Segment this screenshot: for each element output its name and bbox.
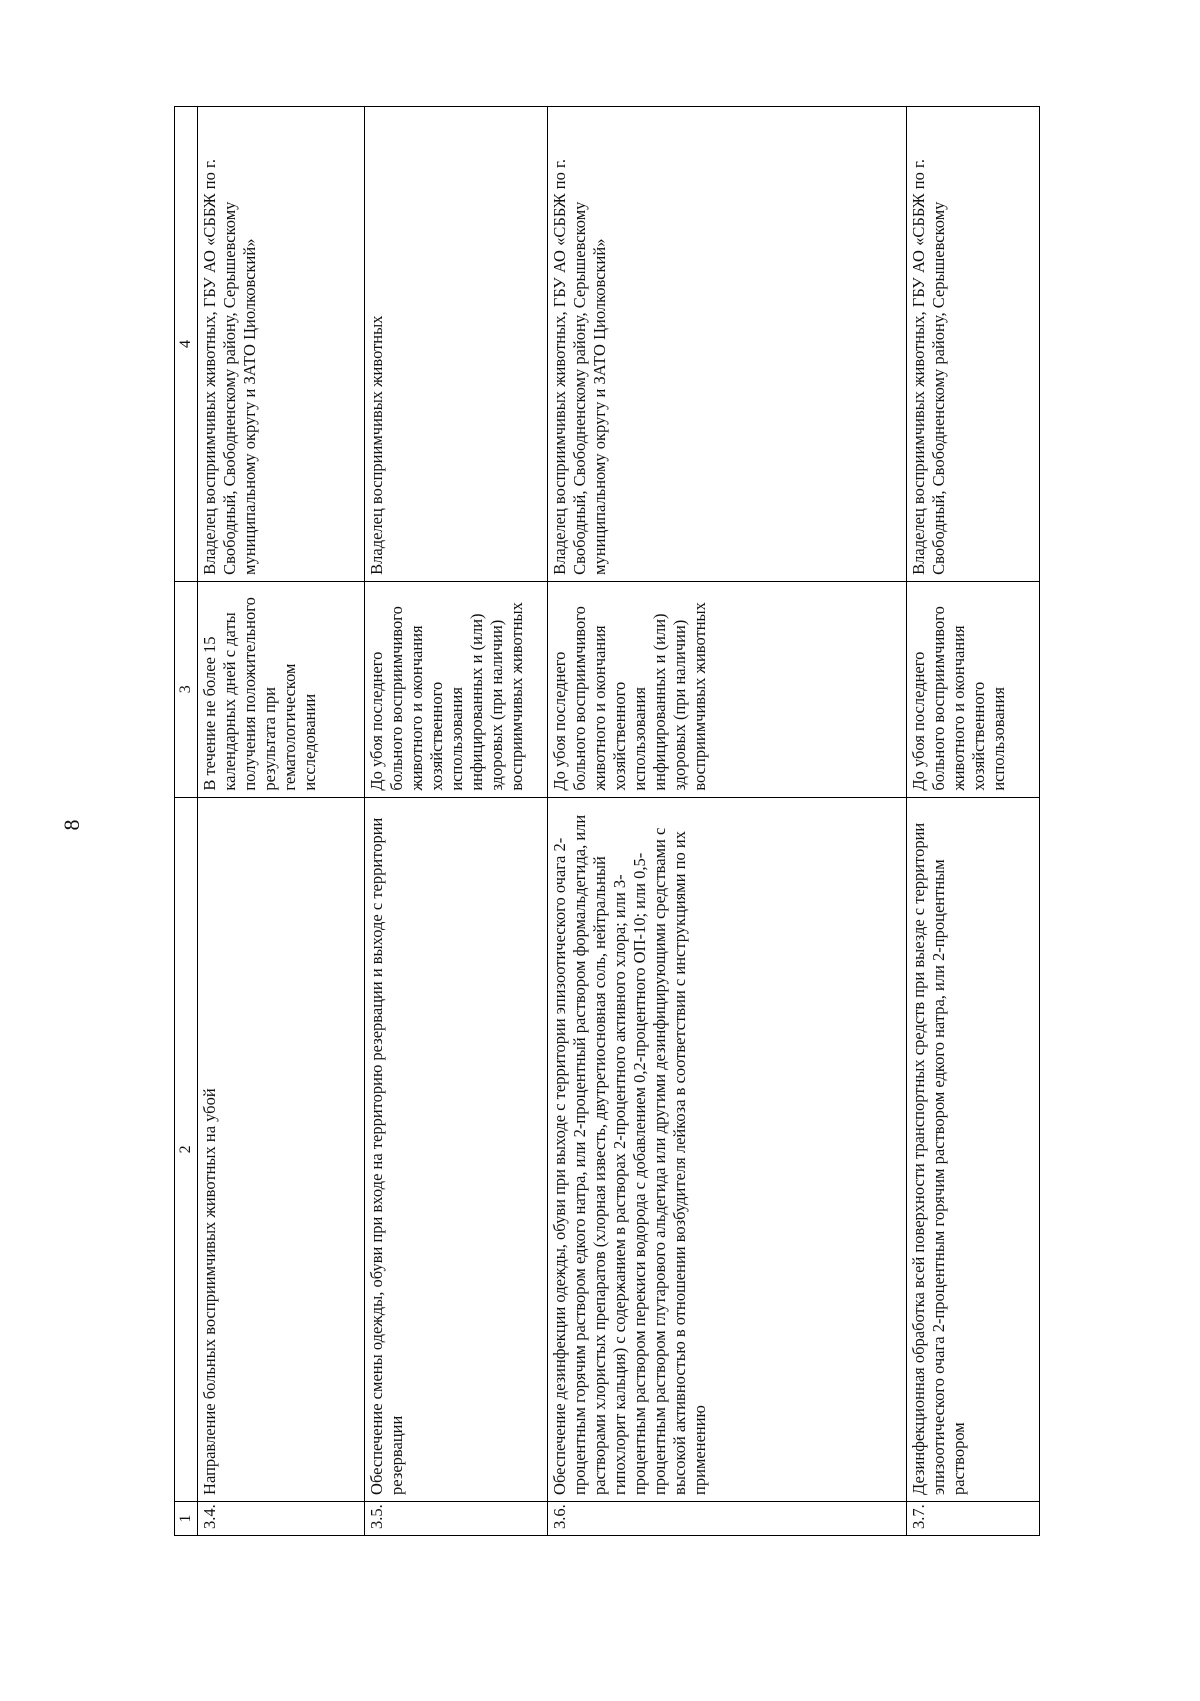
row-number-cell: 3.4. bbox=[197, 1501, 364, 1535]
table-row bbox=[547, 107, 906, 1536]
responsible-cell: Владелец восприимчивых животных, ГБУ АО «СББЖ по г. Свободный, Свободненскому району, Серышевскому муниципальному округу и ЗАТО Циолковский» bbox=[197, 107, 364, 582]
row-number-cell: 3.7. bbox=[906, 1501, 1039, 1535]
column-header-2: 2 bbox=[175, 797, 198, 1501]
responsible-cell: Владелец восприимчивых животных, ГБУ АО «СББЖ по г. Свободный, Свободненскому району, Серышевскому bbox=[906, 107, 1039, 582]
responsible-cell: Владелец восприимчивых животных, ГБУ АО «СББЖ по г. Свободный, Свободненскому району, Серышевскому муниципальному округу и ЗАТО Циолковский» bbox=[547, 107, 906, 582]
column-header-3: 3 bbox=[175, 581, 198, 797]
deadline-cell: До убоя последнего больного восприимчивого животного и окончания хозяйственного использования инфицированных и (или) здоровых (при наличии) восприимчивых животных bbox=[364, 581, 547, 797]
deadline-cell: В течение не более 15 календарных дней с даты получения положительного результата при гематологическом исследовании bbox=[197, 581, 364, 797]
action-cell: Дезинфекционная обработка всей поверхности транспортных средств при выезде с территории эпизоотического очага 2-процентным горячим раствором едкого натра, или 2-процентным раствором bbox=[906, 797, 1039, 1501]
rotated-page-content bbox=[174, 106, 1056, 1536]
deadline-cell: До убоя последнего больного восприимчивого животного и окончания хозяйственного использования инфицированных и (или) здоровых (при наличии) восприимчивых животных bbox=[547, 581, 906, 797]
action-cell: Обеспечение смены одежды, обуви при входе на территорию резервации и выходе с территории резервации bbox=[364, 797, 547, 1501]
row-number-cell: 3.5. bbox=[364, 1501, 547, 1535]
column-header-4: 4 bbox=[175, 107, 198, 582]
table-header-row bbox=[175, 107, 198, 1536]
table-row bbox=[197, 107, 364, 1536]
table-row bbox=[364, 107, 547, 1536]
measures-table bbox=[174, 106, 1040, 1536]
table-row bbox=[906, 107, 1039, 1536]
action-cell: Направление больных восприимчивых животных на убой bbox=[197, 797, 364, 1501]
action-cell: Обеспечение дезинфекции одежды, обуви при выходе с территории эпизоотического очага 2-процентным горячим раствором едкого натра, или 2-процентный раствором формальдегида, или растворами хлористых препаратов (хлорная известь, двутретиосновная соль, нейтральный гипохлорит кальция) с содержанием в растворах 2-процентного активного хлора; или 3-процентным раствором перекиси водорода с добавлением 0,2-процентного ОП-10; или 0,5-процентным раствором глутарового альдегида или другими дезинфицирующими средствами с высокой активностью в отношении возбудителя лейкоза в соответствии с инструкциями по их применению bbox=[547, 797, 906, 1501]
deadline-cell: До убоя последнего больного восприимчивого животного и окончания хозяйственного использования bbox=[906, 581, 1039, 797]
responsible-cell: Владелец восприимчивых животных bbox=[364, 107, 547, 582]
row-number-cell: 3.6. bbox=[547, 1501, 906, 1535]
column-header-1: 1 bbox=[175, 1501, 198, 1535]
page-number: 8 bbox=[59, 819, 84, 831]
